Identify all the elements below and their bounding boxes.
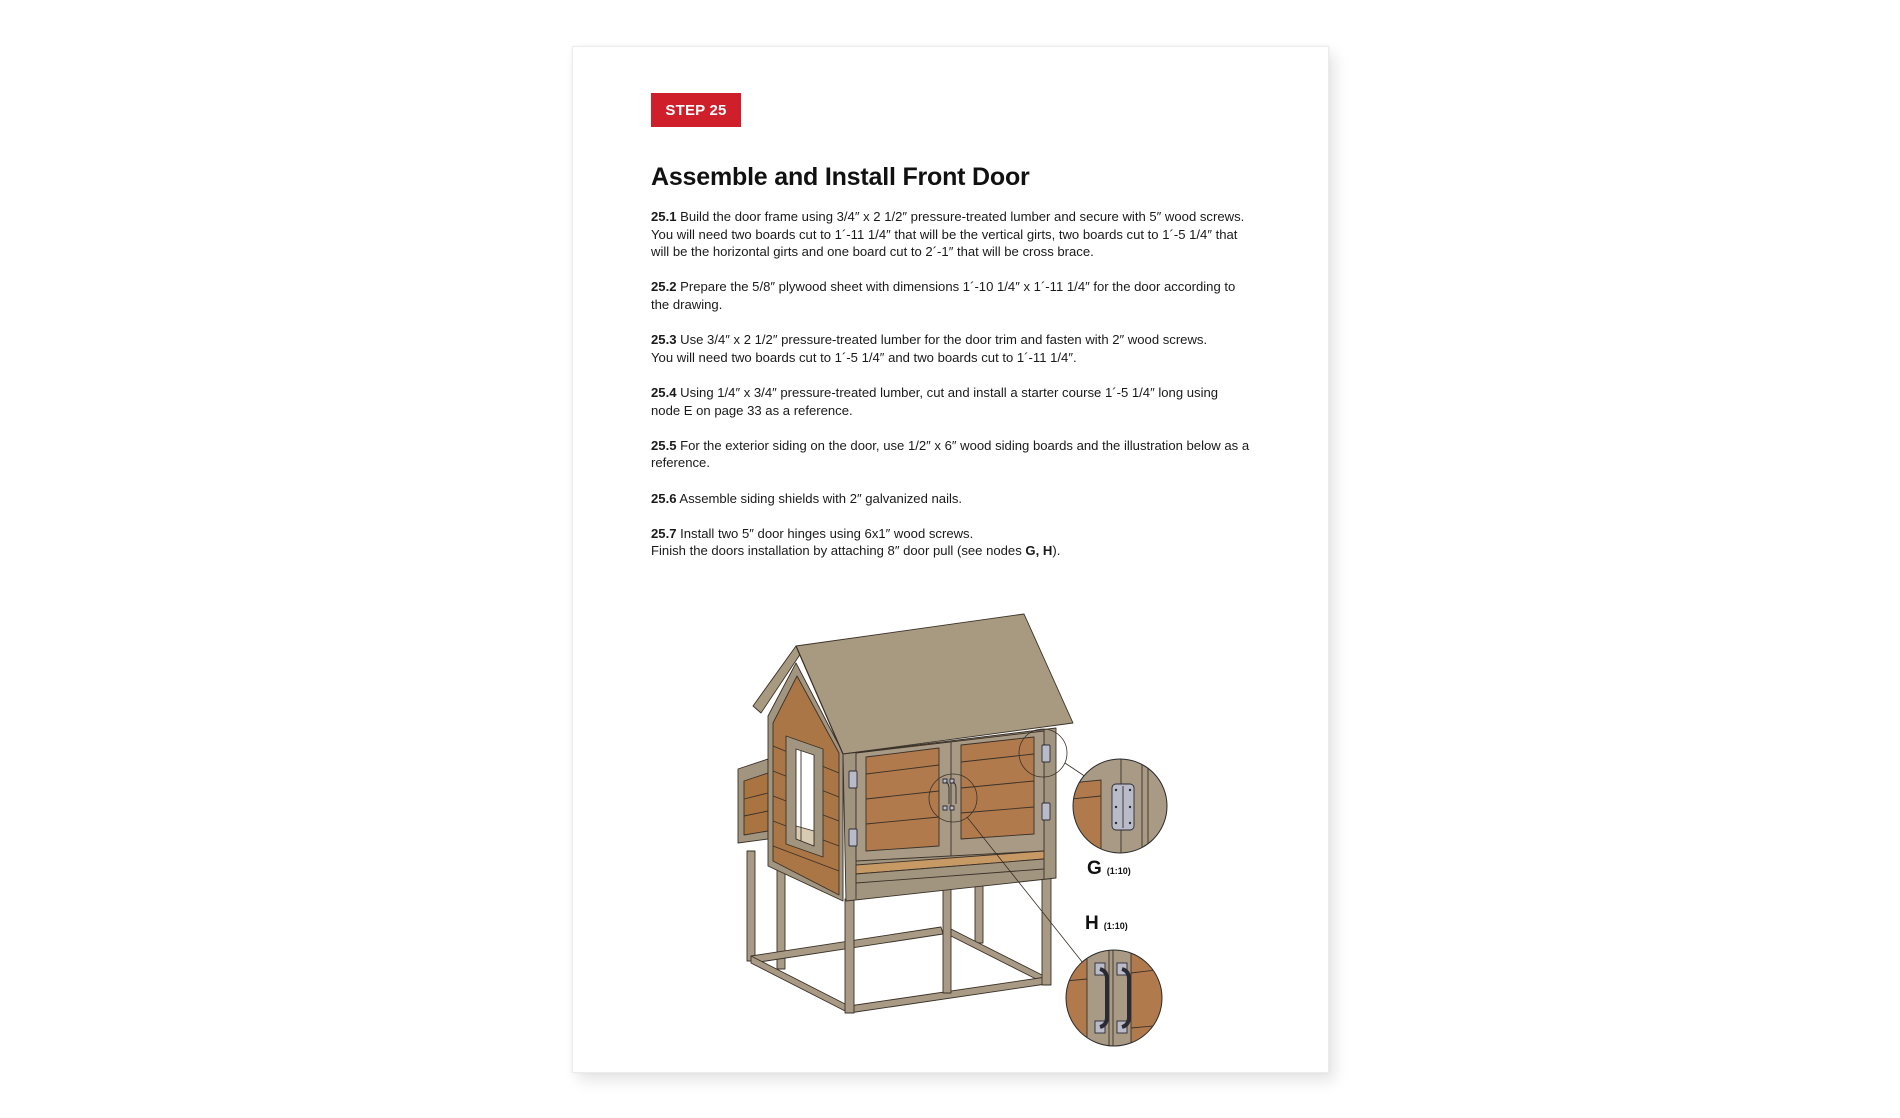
- instruction-25-5: 25.5 For the exterior siding on the door, use 1/2″ x 6″ wood siding boards and the illustration below as a reference.: [651, 437, 1250, 471]
- node-label-g: G (1:10): [1087, 858, 1131, 879]
- page-title: Assemble and Install Front Door: [651, 163, 1030, 191]
- front-wall: [843, 728, 1056, 901]
- instruction-25-4: 25.4 Using 1/4″ x 3/4″ pressure-treated lumber, cut and install a starter course 1´-5 1/4″ long using node E on page 33 as a reference.: [651, 384, 1219, 418]
- step-number: 25.7: [651, 525, 677, 541]
- node-reference: G, H: [1025, 543, 1053, 559]
- instruction-page: [572, 46, 1329, 1073]
- instruction-25-7: 25.7 Install two 5″ door hinges using 6x1″ wood screws. Finish the doors installation by attaching 8″ door pull (see nodes G, H).: [651, 525, 1061, 559]
- coop-illustration: [573, 47, 1328, 1072]
- step-number: 25.1: [651, 209, 677, 224]
- detail-g-hinge: [1071, 756, 1171, 861]
- step-number: 25.6: [651, 490, 677, 506]
- node-label-h: H (1:10): [1085, 913, 1128, 934]
- step-number: 25.3: [651, 332, 677, 348]
- instruction-25-1: 25.1 Build the door frame using 3/4″ x 2 1/2″ pressure-treated lumber and secure with 5″ wood screws. You will need two boards cut to 1´-11 1/4″ that will be the vertical girts, two boards cut to 1´-5 1/4″ that will be the horizontal girts and one board cut to 2´-1″ that will be cross brace.: [651, 209, 1245, 260]
- nest-box: [738, 759, 768, 843]
- step-number: 25.5: [651, 437, 677, 453]
- instruction-25-6: 25.6 Assemble siding shields with 2″ galvanized nails.: [651, 490, 963, 506]
- step-number: 25.4: [651, 384, 677, 400]
- instruction-25-2: 25.2 Prepare the 5/8″ plywood sheet with dimensions 1´-10 1/4″ x 1´-11 1/4″ for the door according to the drawing.: [651, 279, 1236, 312]
- step-badge: STEP 25: [651, 93, 741, 127]
- step-number: 25.2: [651, 279, 677, 295]
- instruction-25-3: 25.3 Use 3/4″ x 2 1/2″ pressure-treated lumber for the door trim and fasten with 2″ wood screws. You will need two boards cut to 1´-5 1/4″ and two boards cut to 1´-11 1/4″.: [651, 332, 1208, 365]
